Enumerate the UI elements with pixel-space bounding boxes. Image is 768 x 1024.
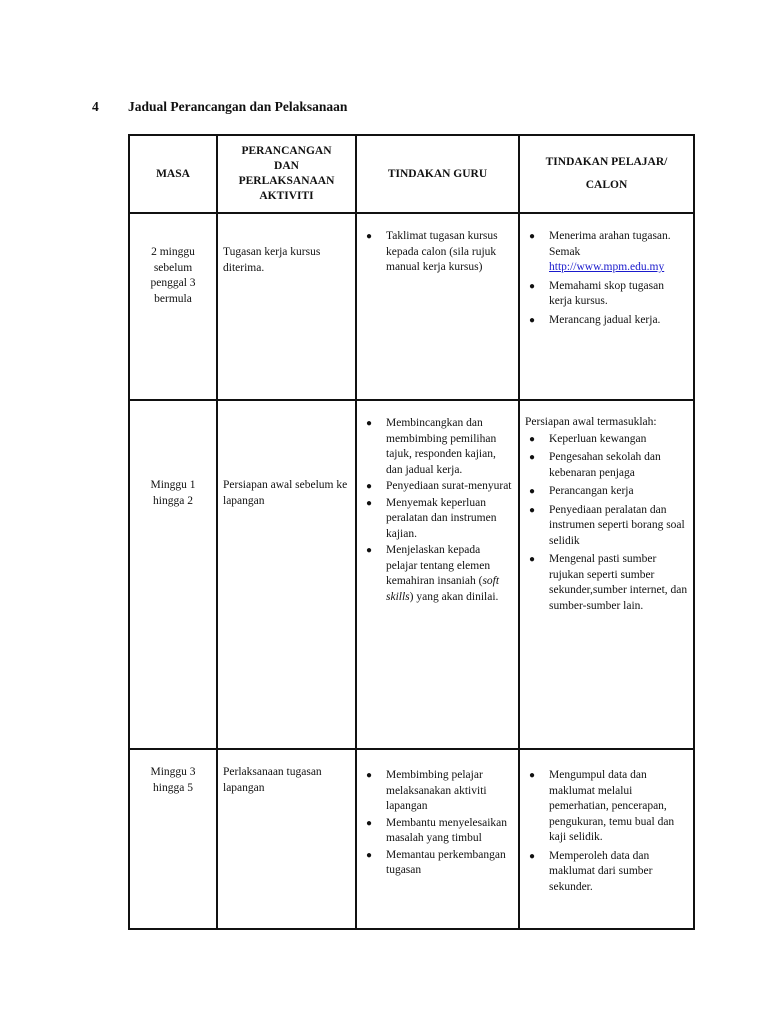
list-item: ● Membantu menyelesaikan masalah yang timbul	[366, 816, 508, 844]
list-item: ● Menyemak keperluan peralatan dan instrumen kajian.	[366, 496, 497, 540]
bullet-icon: ●	[529, 554, 536, 565]
pelajar-intro: Persiapan awal termasuklah:	[525, 416, 657, 428]
bullet-icon: ●	[529, 504, 536, 516]
section-heading	[92, 99, 347, 115]
list-item: ● Merancang jadual kerja.	[525, 313, 688, 329]
guru-cell	[356, 749, 519, 929]
planning-table	[128, 134, 695, 930]
col-header-aktiviti-line1: PERANCANGAN	[241, 145, 332, 157]
list-item: ● Keperluan kewangan	[525, 432, 688, 448]
bullet-icon: ●	[529, 314, 536, 326]
bullet-icon: ●	[366, 817, 373, 829]
list-item: ● Memahami skop tugasan kerja kursus.	[529, 279, 664, 307]
list-item: ● Menjelaskan kepada pelajar tentang elemen kemahiran insaniah (soft skills) yang akan dinilai.	[366, 544, 500, 603]
bullet-icon: ●	[529, 433, 536, 445]
list-item: ● Memantau perkembangan tugasan	[366, 848, 506, 876]
col-header-pelajar	[519, 135, 694, 213]
bullet-icon: ●	[366, 231, 373, 242]
pelajar-cell	[519, 213, 694, 400]
list-item: ● Perancangan kerja	[525, 484, 688, 500]
section-number: 4	[92, 99, 99, 114]
bullet-icon: ●	[529, 770, 536, 781]
masa-cell: Minggu 3 hingga 5	[129, 749, 217, 929]
bullet-icon: ●	[529, 452, 536, 463]
list-item: ● Penyediaan surat-menyurat	[362, 479, 513, 495]
section-title: Jadual Perancangan dan Pelaksanaan	[128, 99, 348, 114]
table-row	[129, 749, 694, 929]
list-item: ● Penyediaan peralatan dan instrumen seperti borang soal selidik	[529, 503, 685, 547]
list-item: ● Membincangkan dan membimbing pemilihan tajuk, responden kajian, dan jadual kerja.	[366, 417, 497, 476]
col-header-pelajar-line1: TINDAKAN PELAJAR/	[545, 156, 668, 168]
col-header-pelajar-line2: CALON	[585, 179, 628, 191]
bullet-icon: ●	[366, 770, 373, 781]
list-item: ● Mengenal pasti sumber rujukan seperti sumber sekunder,sumber internet, dan sumber-sumber lain.	[529, 553, 688, 612]
bullet-icon: ●	[366, 497, 373, 509]
list-item: ● Taklimat tugasan kursus kepada calon (sila rujuk manual kerja kursus)	[366, 230, 498, 273]
bullet-icon: ●	[366, 545, 373, 556]
aktiviti-cell: Perlaksanaan tugasan lapangan	[217, 749, 356, 929]
list-item: ● Pengesahan sekolah dan kebenaran penjaga	[529, 451, 661, 479]
col-header-aktiviti-line2: DAN	[274, 160, 299, 172]
table-row	[129, 400, 694, 749]
header-row	[129, 135, 694, 213]
list-item: ● Memperoleh data dan maklumat dari sumber sekunder.	[529, 849, 653, 893]
aktiviti-cell: Tugasan kerja kursus diterima.	[217, 213, 356, 400]
masa-cell: Minggu 1 hingga 2	[129, 400, 217, 749]
mpm-website-link[interactable]: http://www.mpm.edu.my	[549, 261, 665, 273]
bullet-icon: ●	[366, 481, 373, 492]
aktiviti-cell: Persiapan awal sebelum ke lapangan	[217, 400, 356, 749]
col-header-aktiviti-line3: PERLAKSANAAN	[238, 175, 335, 187]
table-row	[129, 213, 694, 400]
guru-cell	[356, 400, 519, 749]
col-header-aktiviti-line4: AKTIVITI	[259, 190, 314, 202]
bullet-icon: ●	[366, 418, 373, 429]
masa-cell: 2 minggu sebelum penggal 3 bermula	[129, 213, 217, 400]
pelajar-cell	[519, 400, 694, 749]
bullet-icon: ●	[529, 850, 536, 862]
bullet-icon: ●	[529, 280, 536, 292]
bullet-icon: ●	[366, 849, 373, 861]
bullet-icon: ●	[529, 486, 536, 497]
list-item: ● Membimbing pelajar melaksanakan aktiviti lapangan	[366, 769, 487, 812]
list-item: ● Mengumpul data dan maklumat melalui pemerhatian, pencerapan, pengukuran, temu bual dan kaji selidik.	[529, 769, 675, 843]
col-header-masa: MASA	[129, 135, 217, 213]
list-item: ● Menerima arahan tugasan. Semak http://www.mpm.edu.my	[529, 230, 671, 273]
guru-cell	[356, 213, 519, 400]
bullet-icon: ●	[529, 231, 536, 242]
pelajar-cell	[519, 749, 694, 929]
col-header-aktiviti	[217, 135, 356, 213]
col-header-guru: TINDAKAN GURU	[356, 135, 519, 213]
